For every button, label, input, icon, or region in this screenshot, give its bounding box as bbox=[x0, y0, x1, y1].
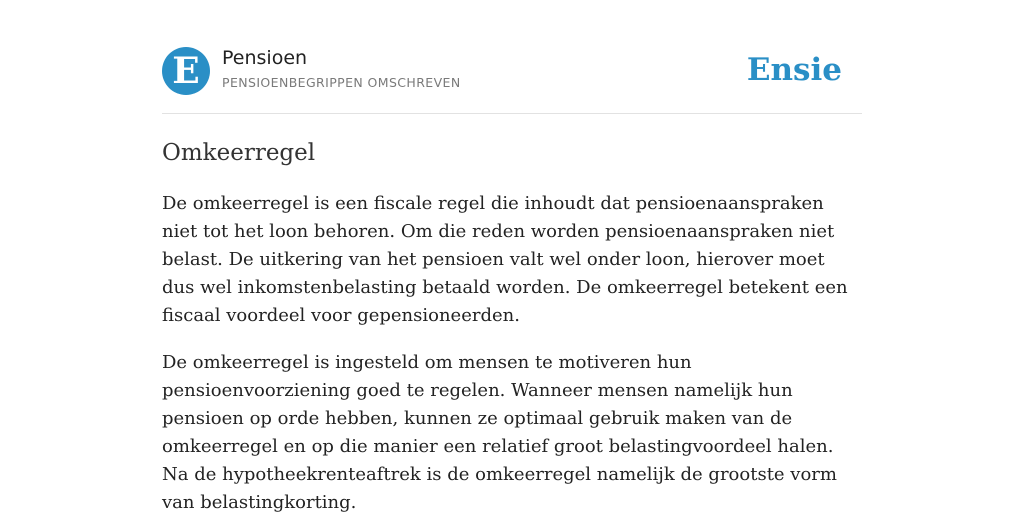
ensie-logo-icon[interactable]: E bbox=[162, 47, 210, 95]
site-subtitle: PENSIOENBEGRIPPEN OMSCHREVEN bbox=[222, 75, 461, 90]
article-body bbox=[162, 190, 862, 512]
site-title[interactable]: Pensioen bbox=[222, 47, 308, 69]
article-paragraph: De omkeerregel is ingesteld om mensen te motiveren hun pensioenvoorziening goed te regelen. Wanneer mensen namelijk hun pensioen op orde hebben, kunnen ze optimaal gebruik maken van de omkeerregel en op die manier een relatief groot belastingvoordeel halen. Na de hypotheekrenteaftrek is de omkeerregel namelijk de grootste vorm van belastingkorting. bbox=[162, 352, 837, 512]
article-paragraph: De omkeerregel is een fiscale regel die inhoudt dat pensioenaanspraken niet tot het loon behoren. Om die reden worden pensioenaanspraken niet belast. De uitkering van het pensioen valt wel onder loon, hierover moet dus wel inkomstenbelasting betaald worden. De omkeerregel betekent een fiscaal voordeel voor gepensioneerden. bbox=[162, 193, 848, 326]
header bbox=[162, 44, 862, 114]
brand-logo[interactable]: Ensie bbox=[746, 52, 842, 88]
header-divider bbox=[162, 113, 862, 114]
article-title: Omkeerregel bbox=[162, 140, 316, 166]
